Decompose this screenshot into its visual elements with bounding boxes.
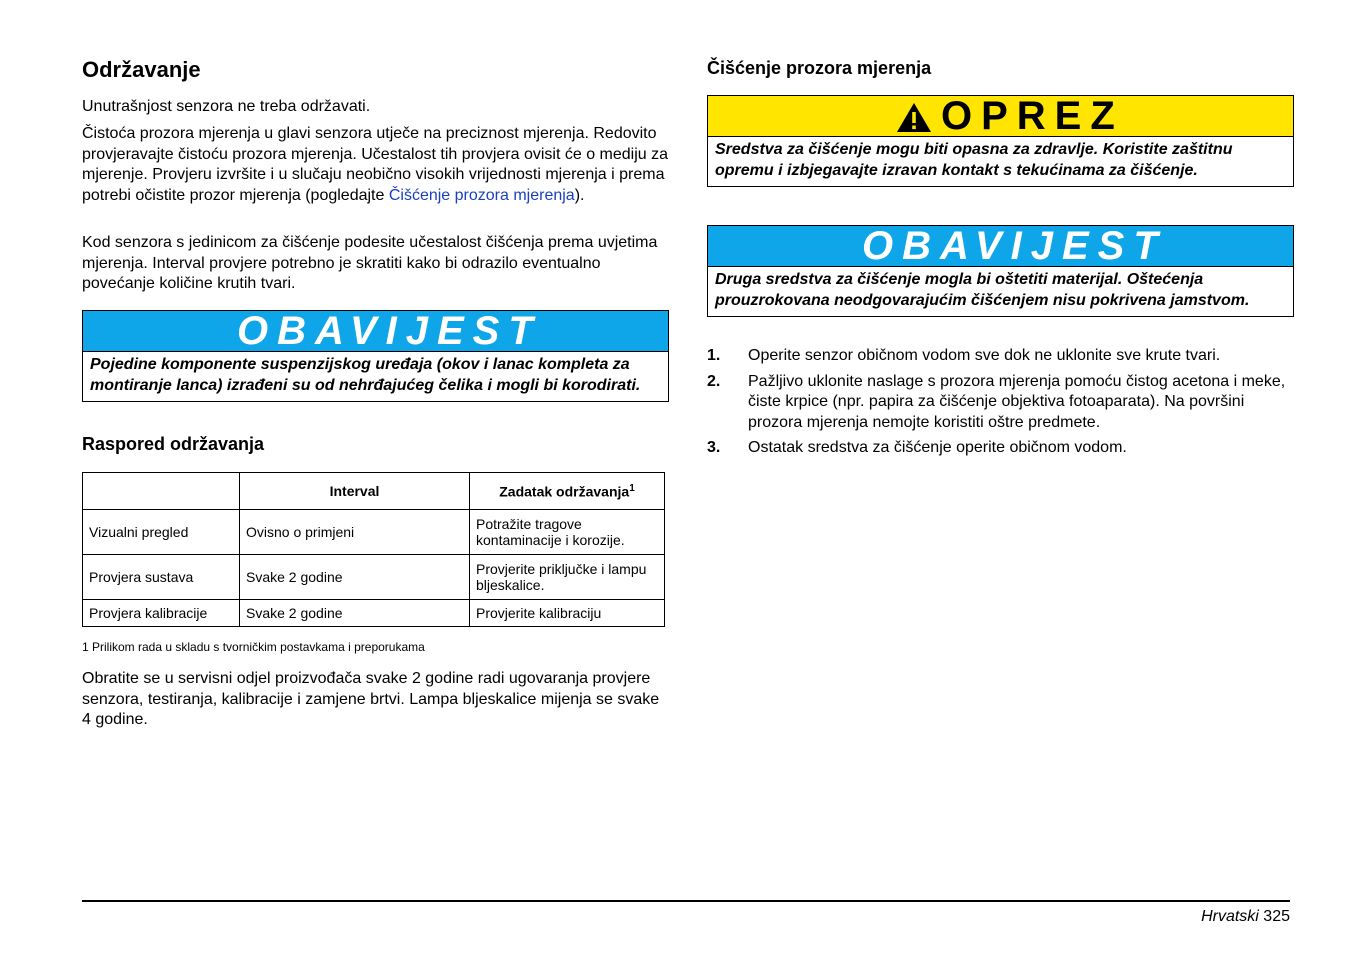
caution-header (708, 96, 1293, 137)
link-cleaning-window[interactable]: Čišćenje prozora mjerenja (388, 186, 575, 204)
table-cell: Vizualni pregled (83, 510, 240, 555)
list-item (707, 372, 1292, 434)
list-item (707, 346, 1292, 367)
table-cell: Provjerite kalibraciju (470, 600, 665, 627)
table-cell: Svake 2 godine (240, 555, 470, 600)
table-header-task (470, 473, 665, 510)
table-cell: Svake 2 godine (240, 600, 470, 627)
step-number: 1. (707, 347, 721, 364)
section-heading-maintenance: Održavanje (82, 57, 201, 82)
section-heading-cleaning: Čišćenje prozora mjerenja (707, 58, 932, 78)
table-cell: Potražite tragove kontaminacije i korozije. (470, 510, 665, 555)
cleaning-steps-list (707, 346, 1292, 464)
table-cell: Ovisno o primjeni (240, 510, 470, 555)
notice-label: OBAVIJEST (237, 311, 542, 352)
table-cell: Provjerite priključke i lampu bljeskalice. (470, 555, 665, 600)
table-cell: Provjera kalibracije (83, 600, 240, 627)
table-row (83, 555, 665, 600)
footer-rule (82, 900, 1290, 902)
notice-box-left (82, 310, 669, 402)
notice-header (708, 226, 1293, 267)
list-item (707, 438, 1292, 459)
step-number: 3. (707, 439, 721, 456)
step-text: Pažljivo uklonite naslage s prozora mjerenja pomoću čistog acetona i meke, čiste krpice (npr. papira za čišćenje objektiva fotoaparata). Na površini prozora mjerenja nemojte koristiti oštre predmete. (748, 372, 1286, 431)
table-row (83, 510, 665, 555)
table-row (83, 600, 665, 627)
caution-box (707, 95, 1294, 187)
page-number: 325 (1263, 908, 1290, 925)
caution-text: Sredstva za čišćenje mogu biti opasna za zdravlje. Koristite zaštitnu opremu i izbjegavajte izravan kontakt s tekućinama za čišćenje. (715, 141, 1233, 179)
notice-header (83, 311, 668, 352)
footer-language: Hrvatski (1201, 908, 1259, 925)
paragraph-text-end: ). (574, 186, 585, 204)
footnote-marker: 1 (629, 482, 635, 494)
table-cell: Provjera sustava (83, 555, 240, 600)
step-text: Operite senzor običnom vodom sve dok ne uklonite sve krute tvari. (748, 347, 1221, 364)
table-header-task-label: Zadatak održavanja (499, 483, 630, 500)
paragraph-text: Čistoća prozora mjerenja u glavi senzora utječe na preciznost mjerenja. Redovito provjeravajte čistoću prozora mjerenja. Učestalost tih provjera ovisit će o mediju za mjerenje. Provjeru izvršite i u slučaju neobično visokih vrijednosti mjerenja i prema potrebi očistite prozor mjerenja (pogledajte (82, 125, 669, 204)
table-header-empty (83, 473, 240, 510)
table-footnote: 1 Prilikom rada u skladu s tvorničkim postavkama i preporukama (82, 640, 425, 654)
paragraph-window-cleanliness (82, 124, 669, 206)
page-footer (1201, 908, 1290, 926)
notice-box-right (707, 225, 1294, 317)
notice-text: Druga sredstva za čišćenje mogla bi oštetiti materijal. Oštećenja prouzrokovana neodgovarajućim čišćenjem nisu pokrivena jamstvom. (715, 271, 1250, 309)
paragraph-service: Obratite se u servisni odjel proizvođača svake 2 godine radi ugovaranja provjere senzora, testiranja, kalibracije i zamjene brtvi. Lampa bljeskalice mijenja se svake 4 godine. (82, 670, 660, 728)
step-text: Ostatak sredstva za čišćenje operite običnom vodom. (748, 439, 1127, 456)
table-header-interval: Interval (240, 473, 470, 510)
maintenance-table (82, 472, 665, 627)
notice-label: OBAVIJEST (862, 226, 1167, 267)
notice-text: Pojedine komponente suspenzijskog uređaja (okov i lanac kompleta za montiranje lanca) izrađeni su od nehrđajućeg čelika i mogli bi korodirati. (90, 356, 641, 394)
table-header-row (83, 473, 665, 510)
subheading-maintenance-schedule: Raspored održavanja (82, 434, 265, 454)
step-number: 2. (707, 372, 721, 390)
paragraph-interior: Unutrašnjost senzora ne treba održavati. (82, 98, 371, 115)
caution-label: OPREZ (941, 96, 1124, 137)
paragraph-cleaning-unit: Kod senzora s jedinicom za čišćenje podesite učestalost čišćenja prema uvjetima mjerenja. Interval provjere potrebno je skratiti kako bi odrazilo eventualno povećanje količine krutih tvari. (82, 234, 658, 292)
